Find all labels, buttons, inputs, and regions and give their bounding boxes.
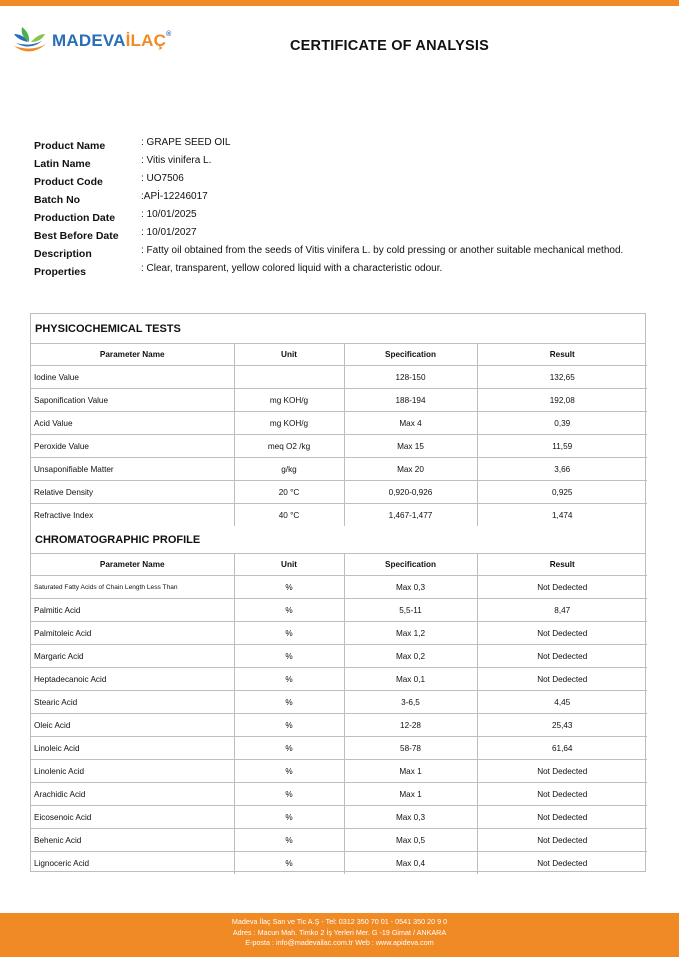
chromatographic-title: CHROMATOGRAPHIC PROFILE [31, 526, 645, 554]
table-row [31, 412, 647, 435]
result-cell: 8,47 [477, 599, 647, 622]
footer-address: Adres : Macun Mah. Timko 2 İş Yerleri Mer. G -19 Gimat / ANKARA [232, 927, 447, 937]
result-cell: 192,08 [477, 389, 647, 412]
result-cell: 11,59 [477, 435, 647, 458]
unit-cell: mg KOH/g [234, 412, 344, 435]
unit-cell: mg KOH/g [234, 389, 344, 412]
specification-cell: Max 1,2 [344, 622, 477, 645]
info-row [34, 245, 654, 263]
product-info [34, 137, 654, 281]
table-row [31, 504, 647, 527]
result-cell: Not Dedected [537, 858, 588, 868]
unit-cell: % [234, 645, 344, 668]
table-row [31, 389, 647, 412]
info-label: Best Before Date [34, 230, 119, 242]
brand-accent: İLAÇ [125, 31, 167, 50]
unit-cell: 40 °C [234, 504, 344, 527]
unit-cell: % [234, 599, 344, 622]
result-cell: Not Dedected [477, 622, 647, 645]
table-row [31, 435, 647, 458]
result-cell: 0,925 [477, 481, 647, 504]
unit-cell: % [234, 760, 344, 783]
unit-cell: % [234, 668, 344, 691]
brand-mark: ® [166, 31, 172, 38]
column-header: Result [477, 344, 647, 366]
specification-cell: 58-78 [344, 737, 477, 760]
parameter-name-cell: Saturated Fatty Acids of Chain Length Less Than [31, 576, 234, 599]
parameter-name-cell: Behenic Acid [31, 829, 234, 852]
specification-cell: Max 0,2 [344, 645, 477, 668]
unit-cell: % [234, 714, 344, 737]
info-value: : UO7506 [141, 173, 184, 184]
footer-email-web: E-posta : info@madevailac.com.tr Web : www.apideva.com [245, 938, 434, 947]
specification-cell: 5,5-11 [344, 599, 477, 622]
result-cell: Not Dedected [477, 760, 647, 783]
result-cell: Not Dedected [477, 645, 647, 668]
result-cell: 61,64 [477, 737, 647, 760]
footer [0, 913, 679, 957]
specification-cell: 128-150 [344, 366, 477, 389]
unit-cell: 20 °C [234, 481, 344, 504]
specification-cell: 12-28 [344, 714, 477, 737]
result-cell: 25,43 [477, 714, 647, 737]
specification-cell: Max 0,3 [344, 806, 477, 829]
unit-cell: % [234, 806, 344, 829]
parameter-name-cell: Lignoceric Acid [31, 852, 234, 875]
column-header: Unit [234, 344, 344, 366]
result-cell: Not Dedected [477, 783, 647, 806]
analysis-tables [30, 313, 646, 872]
info-label: Latin Name [34, 158, 91, 170]
unit-cell: % [234, 691, 344, 714]
specification-cell: Max 4 [344, 412, 477, 435]
specification-cell: Max 1 [344, 783, 477, 806]
column-header: Specification [344, 344, 477, 366]
parameter-name-cell: Linolenic Acid [31, 760, 234, 783]
specification-cell: 0,920-0,926 [344, 481, 477, 504]
info-label: Product Code [34, 176, 103, 188]
table-row [31, 691, 647, 714]
table-row [31, 668, 647, 691]
unit-cell: g/kg [234, 458, 344, 481]
info-value: : 10/01/2027 [141, 227, 197, 238]
specification-cell: 1,467-1,477 [344, 504, 477, 527]
parameter-name-cell: Margaric Acid [31, 645, 234, 668]
table-header-row [31, 344, 647, 366]
unit-cell: meq O2 /kg [234, 435, 344, 458]
unit-cell [234, 366, 344, 389]
info-value: : Vitis vinifera L. [141, 155, 212, 166]
table-row [31, 852, 647, 875]
column-header: Parameter Name [31, 554, 234, 576]
table-row [31, 806, 647, 829]
parameter-name-cell: Relative Density [31, 481, 234, 504]
info-value: :APİ-12246017 [141, 191, 208, 202]
info-value: : Clear, transparent, yellow colored liquid with a characteristic odour. [141, 263, 443, 274]
specification-cell: Max 0,3 [344, 576, 477, 599]
unit-cell: % [234, 622, 344, 645]
parameter-name-cell: Eicosenoic Acid [31, 806, 234, 829]
parameter-name-cell: Refractive Index [31, 504, 234, 527]
info-value: : GRAPE SEED OIL [141, 137, 231, 148]
specification-cell: 188-194 [344, 389, 477, 412]
table-row [31, 829, 647, 852]
parameter-name-cell: Acid Value [31, 412, 234, 435]
result-cell: Not Dedected [477, 576, 647, 599]
document-title: CERTIFICATE OF ANALYSIS [289, 38, 490, 54]
table-row [31, 645, 647, 668]
info-row [34, 209, 654, 227]
info-label: Description [34, 248, 92, 260]
info-label: Properties [34, 266, 86, 278]
chromatographic-table [31, 554, 647, 874]
column-header: Specification [344, 554, 477, 576]
result-cell: 0,39 [477, 412, 647, 435]
info-value: : Fatty oil obtained from the seeds of Vitis vinifera L. by cold pressing or another suitable mechanical method. [141, 245, 624, 256]
specification-cell: Max 20 [344, 458, 477, 481]
result-cell: 1,474 [552, 510, 573, 520]
result-cell: 132,65 [477, 366, 647, 389]
parameter-name-cell: Linoleic Acid [31, 737, 234, 760]
specification-cell: Max 1 [344, 760, 477, 783]
table-row [31, 714, 647, 737]
info-row [34, 263, 654, 281]
parameter-name-cell: Unsaponifiable Matter [31, 458, 234, 481]
parameter-name-cell: Peroxide Value [31, 435, 234, 458]
info-row [34, 137, 654, 155]
parameter-name-cell: Oleic Acid [31, 714, 234, 737]
table-row [31, 576, 647, 599]
parameter-name-cell: Arachidic Acid [31, 783, 234, 806]
table-header-row [31, 554, 647, 576]
specification-cell: 3-6,5 [344, 691, 477, 714]
specification-cell: Max 0,5 [344, 829, 477, 852]
table-row [31, 737, 647, 760]
parameter-name-cell: Stearic Acid [31, 691, 234, 714]
info-row [34, 191, 654, 209]
unit-cell: % [234, 737, 344, 760]
specification-cell: Max 0,1 [344, 668, 477, 691]
unit-cell: % [234, 829, 344, 852]
parameter-name-cell: Iodine Value [31, 366, 234, 389]
info-row [34, 173, 654, 191]
info-row [34, 155, 654, 173]
column-header: Parameter Name [31, 344, 234, 366]
column-header: Unit [234, 554, 344, 576]
physicochemical-table [31, 344, 647, 526]
unit-cell: % [234, 852, 344, 875]
info-label: Product Name [34, 140, 106, 152]
result-cell: 3,66 [477, 458, 647, 481]
info-label: Batch No [34, 194, 81, 206]
table-row [31, 366, 647, 389]
info-row [34, 227, 654, 245]
result-cell: 4,45 [477, 691, 647, 714]
specification-cell: Max 0,4 [344, 852, 477, 875]
specification-cell: Max 15 [344, 435, 477, 458]
parameter-name-cell: Palmitic Acid [31, 599, 234, 622]
result-cell: Not Dedected [477, 668, 647, 691]
result-cell: Not Dedected [477, 829, 647, 852]
unit-cell: % [234, 783, 344, 806]
physicochemical-title: PHYSICOCHEMICAL TESTS [31, 314, 645, 344]
footer-contact: Madeva İlaç San ve Tic A.Ş - Tel: 0312 350 70 01 - 0541 350 20 9 0 [231, 917, 448, 926]
parameter-name-cell: Saponification Value [31, 389, 234, 412]
table-row [31, 622, 647, 645]
unit-cell: % [234, 576, 344, 599]
table-row [31, 458, 647, 481]
info-label: Production Date [34, 212, 116, 224]
table-row [31, 760, 647, 783]
table-row [31, 599, 647, 622]
table-row [31, 783, 647, 806]
column-header: Result [477, 554, 647, 576]
result-cell: Not Dedected [477, 806, 647, 829]
brand-main: MADEVA [52, 31, 126, 50]
info-value: : 10/01/2025 [141, 209, 197, 220]
parameter-name-cell: Palmitoleic Acid [31, 622, 234, 645]
table-row [31, 481, 647, 504]
top-accent-bar [0, 0, 679, 6]
parameter-name-cell: Heptadecanoic Acid [31, 668, 234, 691]
